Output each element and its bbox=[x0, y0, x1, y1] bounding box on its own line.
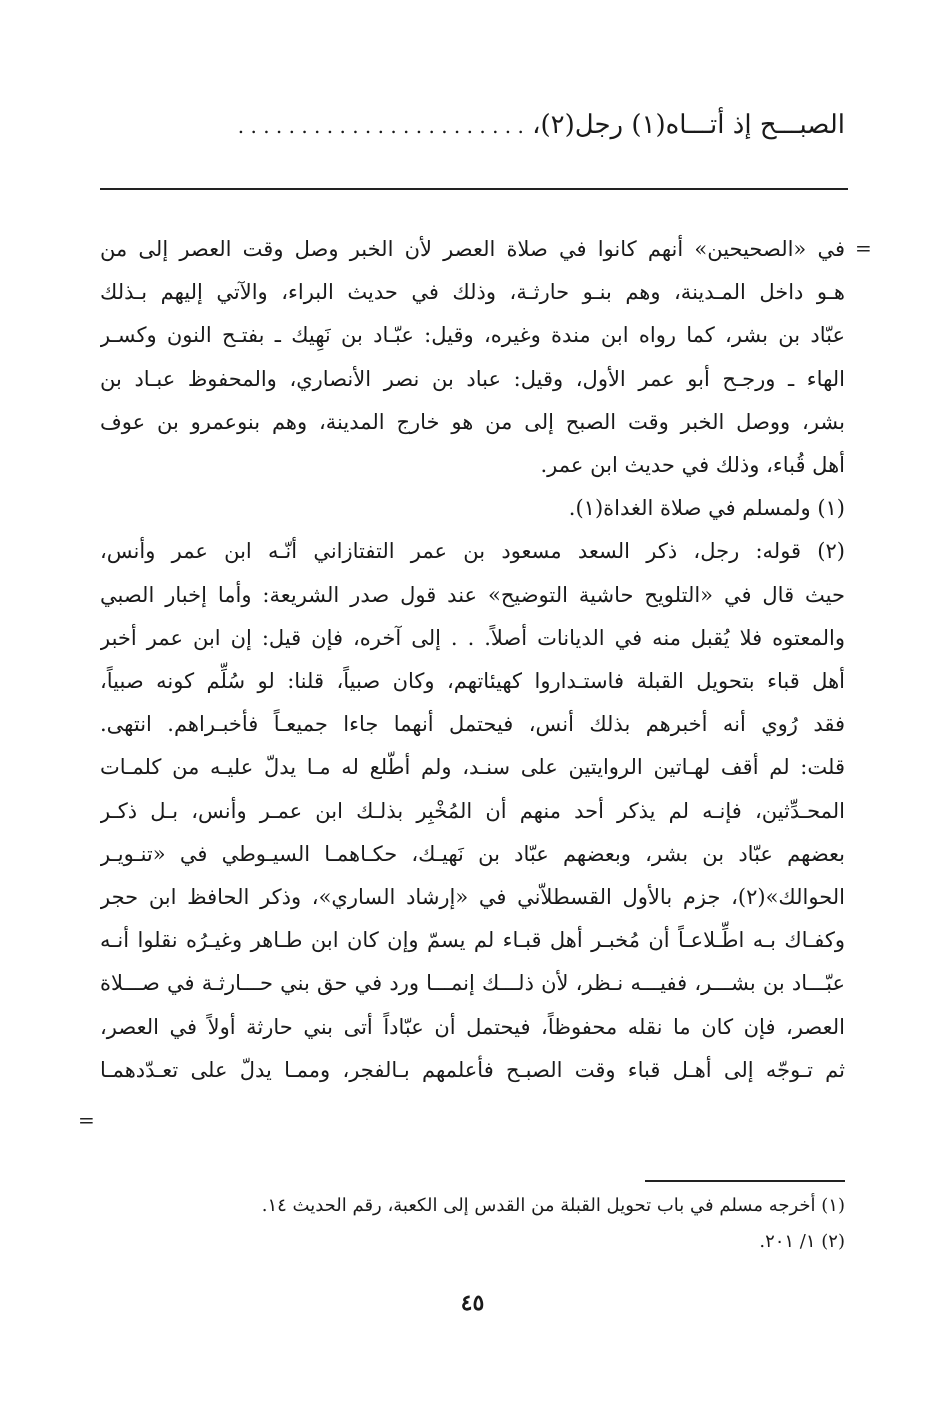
footnote-1: (١) أخرجه مسلم في باب تحويل القبلة من القدس إلى الكعبة، رقم الحديث ١٤. bbox=[261, 1195, 845, 1216]
body-line: فقد رُوي أنه أخبرهم بذلك أنس، فيحتمل أنهما جاءا جميعـاً فأخبـراهم. انتهى. bbox=[100, 712, 845, 737]
body-line: بعضهم عبّاد بن بشر، وبعضهم عبّاد بن نَهيـك، حكـاهمـا السيـوطي في «تنـويـر bbox=[100, 841, 845, 866]
body-line: أهل قباء بتحويل القبلة فاستـداروا كهيئاتهم، وكان صبياً، قلنا: لو سُلِّم كونه صبياً، bbox=[100, 669, 845, 694]
header-dots: . . . . . . . . . . . . . . . . . . . . . . . bbox=[237, 114, 524, 138]
body-line: الحوالك»(٢)، جزم بالأول القسطلاّني في «إرشاد الساري»، وذكر الحافظ ابن حجر bbox=[100, 885, 845, 910]
body-line: (٢) قوله: رجل، ذكر السعد مسعود بن عمر التفتازاني أنّـه ابن عمر وأنس، bbox=[100, 539, 845, 564]
footnote-rule bbox=[645, 1180, 845, 1182]
body-line: عبّـــاد بن بشـــر، ففيـــه نـظر، لأن ذلـــك إنمـــا ورد في حق بني حـــارثـة في صـــلاة bbox=[100, 971, 845, 996]
running-title: الصبـــح إذ أتـــاه(١) رجل(٢)، bbox=[532, 110, 845, 140]
body-line: والمعتوه فلا يُقبل منه في الديانات أصلاً. . . إلى آخره، فإن قيل: إن ابن عمر أخبر bbox=[100, 625, 845, 650]
commentary-body bbox=[100, 228, 845, 1092]
body-line: عبّاد بن بشر، كما رواه ابن مندة وغيره، وقيل: عبّـاد بن نَهِيك ـ بفتـح النون وكسـر bbox=[100, 323, 845, 348]
body-line: المحـدِّثين، فإنـه لم يذكر أحد منهم أن المُخْبِر بذلـك ابن عمـر وأنس، بـل ذكـر bbox=[100, 798, 845, 823]
body-line: وكفـاك بـه اطِّـلاعـاً أن مُخبـر أهل قبـاء لم يسمّ وإن كان ابن طـاهر وغيـرُه نقلوا أنـه bbox=[100, 928, 845, 953]
body-line: ثم تـوجّه إلى أهـل قباء وقت الصبـح فأعلمهم بـالفجر، وممـا يدلّ على تعـدّدهمـا bbox=[100, 1057, 845, 1082]
continuation-start-mark: = bbox=[855, 236, 872, 260]
continuation-end-mark: = bbox=[78, 1108, 95, 1132]
body-line: في «الصحيحين» أنهم كانوا في صلاة العصر لأن الخبر وصل وقت العصر إلى من bbox=[100, 237, 845, 261]
body-line: أهل قُباء، وذلك في حديث ابن عمر. bbox=[540, 453, 845, 478]
body-line: هـو داخل المـدينة، وهم بنـو حارثـة، وذلك في حديث البراء، والآتي إليهم بـذلك bbox=[100, 280, 845, 305]
footnote-2: (٢) ١/ ٢٠١. bbox=[759, 1231, 845, 1252]
header-rule bbox=[100, 188, 848, 190]
body-line: حيث قال في «التلويح حاشية التوضيح» عند قول صدر الشريعة: وأما إخبار الصبي bbox=[100, 582, 845, 607]
body-line: قلت: لم أقف لهـاتين الروايتين على سنـد، ولم أطّلع له مـا يدلّ عليـه من كلمـات bbox=[100, 755, 845, 780]
running-header bbox=[110, 100, 845, 150]
body-line: الهاء ـ ورجـح أبو عمر الأول، وقيل: عباد بن نصر الأنصاري، والمحفوظ عبـاد بن bbox=[100, 366, 845, 391]
page-number: ٤٥ bbox=[460, 1290, 485, 1316]
footnotes bbox=[150, 1188, 845, 1260]
body-line: العصر، فإن كان ما نقله محفوظاً، فيحتمل أن عبّاداً أتى بني حارثة أولاً في العصر، bbox=[100, 1014, 845, 1039]
body-line: بشر، ووصل الخبر وقت الصبح إلى من هو خارج المدينة، وهم بنوعمرو بن عوف bbox=[100, 409, 845, 434]
body-line-note-1: (١) ولمسلم في صلاة الغداة(١). bbox=[568, 496, 845, 521]
